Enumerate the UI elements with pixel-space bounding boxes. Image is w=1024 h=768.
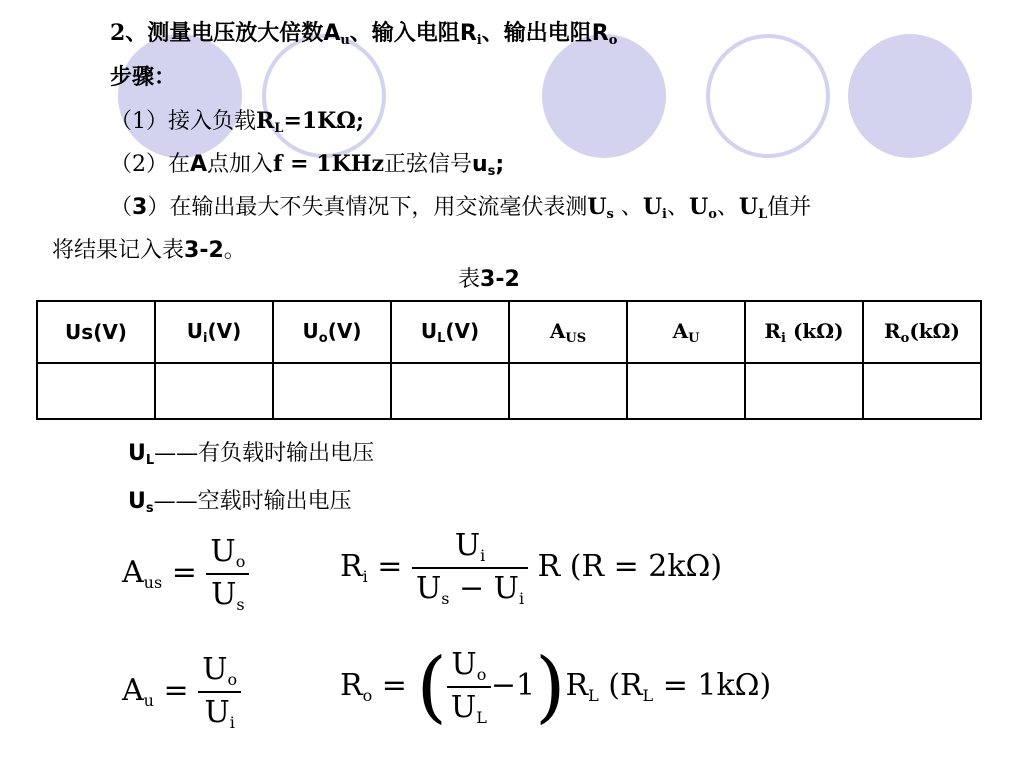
step-3-UL: U <box>738 194 759 220</box>
ro-after-R: R <box>565 668 589 703</box>
steps-label <box>110 60 176 91</box>
ro-eq: = <box>381 668 407 703</box>
cell-ri[interactable] <box>745 363 863 419</box>
ro-right-paren: ) <box>535 642 566 732</box>
step-2-u: u <box>472 152 488 177</box>
step-3-mid: ）在输出最大不失真情况下，用交流毫伏表测 <box>147 195 588 220</box>
ri-lhs-sub: i <box>362 567 368 586</box>
step-3-num: 3 <box>132 195 148 220</box>
results-table <box>36 300 982 420</box>
def-ul-sym: U <box>128 441 146 466</box>
heading-R-sub: i <box>476 33 482 48</box>
cell-ui[interactable] <box>155 363 273 419</box>
step-3-sep3: 、 <box>716 195 739 220</box>
header-uo: $U_o(V)$ <box>273 301 391 363</box>
step-3-Us-sub: s <box>606 207 614 222</box>
aus-fraction: $\frac{U_o}{U_s}$ <box>206 534 249 614</box>
heading-R2: R <box>591 21 609 46</box>
decor-ring-1 <box>262 34 386 158</box>
table-header-row <box>37 301 981 363</box>
ro-left-paren: ( <box>416 642 447 732</box>
step-2-mid2: 正弦信号 <box>383 152 472 177</box>
ro-after-R-sub: L <box>588 686 599 705</box>
def-us-sub: s <box>145 501 154 516</box>
heading-text: 2、测量电压放大倍数 <box>110 20 324 46</box>
header-aus: $A_{US}$ <box>509 301 627 363</box>
definition-ul <box>128 436 374 468</box>
step-3 <box>110 190 811 222</box>
header-ri: $R_i$ (kΩ) <box>745 301 863 363</box>
step-2-f: f = 1KHz <box>273 151 384 177</box>
def-us-text: ——空载时输出电压 <box>153 489 352 514</box>
cell-ro[interactable] <box>863 363 981 419</box>
ro-lhs-sub: o <box>362 686 373 705</box>
cell-uo[interactable] <box>273 363 391 419</box>
step-3-Ui: U <box>642 194 663 220</box>
step-3-continued <box>52 233 246 264</box>
def-us-sym: U <box>128 489 146 514</box>
table-row <box>37 363 981 419</box>
step-1-R-sub: L <box>274 121 284 136</box>
ro-lhs: R <box>340 668 363 703</box>
au-lhs: A <box>122 673 144 708</box>
cell-aus[interactable] <box>509 363 627 419</box>
cell-au[interactable] <box>627 363 745 419</box>
table-title-num: 3-2 <box>480 267 520 292</box>
step-3b-num: 3-2 <box>184 238 224 263</box>
table-title <box>458 262 520 293</box>
decor-circle-3 <box>848 34 972 158</box>
cell-ul[interactable] <box>391 363 509 419</box>
step-3b-end: 。 <box>223 238 246 263</box>
steps-label-text: 步骤： <box>110 64 177 90</box>
step-2-A: A <box>190 152 208 177</box>
heading-text-3: 、输出电阻 <box>481 20 592 46</box>
ro-after-sub: L <box>642 686 654 705</box>
formula-aus <box>122 534 249 614</box>
decor-circle-1 <box>118 34 242 158</box>
heading-R: R <box>459 21 477 46</box>
decor-circle-2 <box>542 34 666 158</box>
step-1-R: R <box>256 108 275 134</box>
formula-ro <box>340 642 771 732</box>
step-3-Us: U <box>587 194 607 220</box>
cell-us[interactable] <box>37 363 155 419</box>
ri-fraction: $\frac{U_i}{U_s - U_i}$ <box>412 528 528 608</box>
step-3-Uo: U <box>689 194 709 220</box>
step-1 <box>110 104 364 136</box>
ro-minus-one: −1 <box>490 668 536 703</box>
ri-after: R (R = 2kΩ) <box>537 549 723 584</box>
step-1-text: （1）接入负载 <box>110 109 256 134</box>
heading-text-2: 、输入电阻 <box>349 20 460 46</box>
step-3b-pre: 将结果记入表 <box>52 238 185 263</box>
header-ui: $U_i(V)$ <box>155 301 273 363</box>
header-ul: $U_L(V)$ <box>391 301 509 363</box>
step-2 <box>110 147 504 179</box>
step-2-pre: （2）在 <box>110 152 190 177</box>
au-fraction: $\frac{U_o}{U_i}$ <box>198 652 241 732</box>
section-heading <box>110 16 617 48</box>
ro-fraction: $\frac{U_o}{U_L}$ <box>447 647 491 727</box>
aus-lhs-sub: us <box>143 573 163 592</box>
step-3-sep2: 、 <box>667 195 690 220</box>
table-title-pre: 表 <box>458 267 481 292</box>
step-3-UL-sub: L <box>758 207 768 222</box>
definition-us <box>128 484 352 516</box>
def-ul-sub: L <box>145 453 155 468</box>
def-ul-text: ——有负载时输出电压 <box>154 441 375 466</box>
step-3-Uo-sub: o <box>708 207 717 222</box>
header-au: $A_U$ <box>627 301 745 363</box>
step-2-mid: 点加入 <box>207 152 274 177</box>
step-3-sep1: 、 <box>613 195 643 220</box>
step-2-end: ; <box>495 152 505 177</box>
header-us: Us(V) <box>37 301 155 363</box>
ro-after-end: = 1kΩ) <box>653 668 772 703</box>
aus-lhs: A <box>122 555 144 590</box>
formula-ri <box>340 528 722 608</box>
formula-au <box>122 652 241 732</box>
ri-eq: = <box>377 549 403 584</box>
step-1-rest: =1KΩ; <box>283 108 365 134</box>
step-3-end: 值并 <box>767 195 812 220</box>
au-lhs-sub: u <box>143 691 154 710</box>
heading-R2-sub: o <box>608 33 618 48</box>
ro-after: (R <box>598 668 643 703</box>
step-3-pre: （ <box>110 195 133 220</box>
header-ro: $R_o(k\Omega)$ <box>863 301 981 363</box>
decor-ring-2 <box>706 34 830 158</box>
ri-lhs: R <box>340 549 363 584</box>
step-2-u-sub: s <box>487 164 496 179</box>
aus-eq: = <box>171 555 197 590</box>
heading-A-sub: u <box>340 33 350 48</box>
step-3-Ui-sub: i <box>662 207 667 222</box>
au-eq: = <box>163 673 189 708</box>
heading-A: A <box>323 21 341 46</box>
